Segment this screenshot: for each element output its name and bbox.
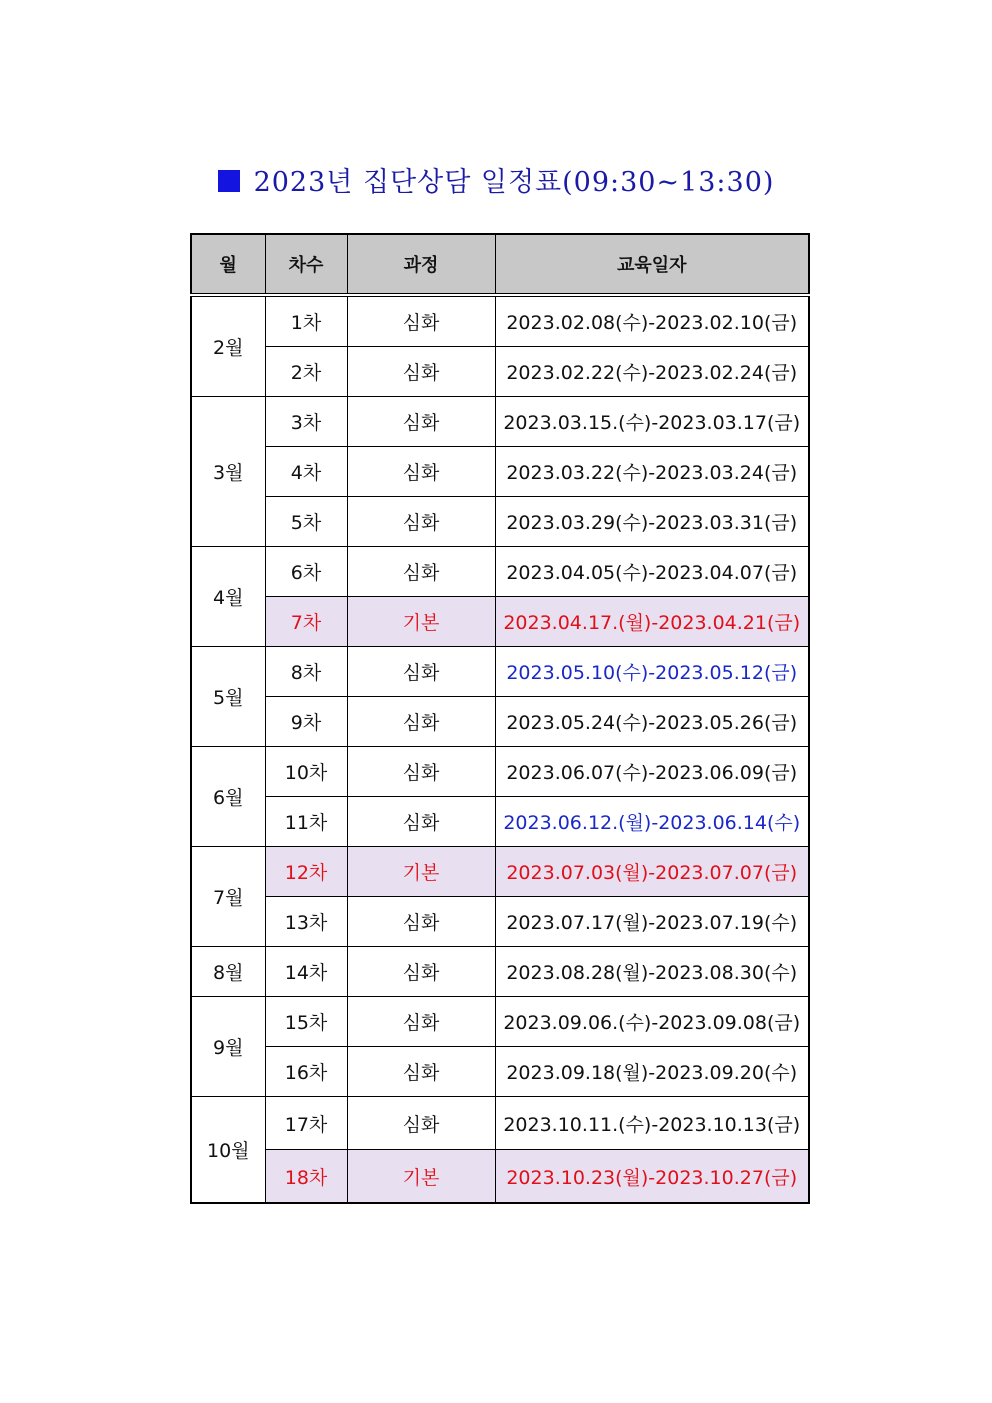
- month-cell: 6월: [191, 747, 265, 847]
- course-cell: 심화: [347, 697, 495, 747]
- course-cell: 심화: [347, 447, 495, 497]
- course-cell: 기본: [347, 597, 495, 647]
- date-cell: 2023.06.12.(월)-2023.06.14(수): [495, 797, 809, 847]
- page-title-text: 2023년 집단상담 일정표(09:30~13:30): [253, 167, 775, 198]
- header-course: 과정: [347, 234, 495, 295]
- table-row: [191, 597, 809, 647]
- round-cell: 18차: [265, 1150, 347, 1204]
- table-row: [191, 397, 809, 447]
- page-title: [0, 160, 992, 199]
- date-cell: 2023.10.11.(수)-2023.10.13(금): [495, 1097, 809, 1150]
- round-cell: 3차: [265, 397, 347, 447]
- course-cell: 심화: [347, 947, 495, 997]
- table-row: [191, 547, 809, 597]
- table-row: [191, 847, 809, 897]
- course-cell: 심화: [347, 647, 495, 697]
- round-cell: 17차: [265, 1097, 347, 1150]
- course-cell: 심화: [347, 295, 495, 347]
- table-row: [191, 997, 809, 1047]
- course-cell: 심화: [347, 547, 495, 597]
- round-cell: 6차: [265, 547, 347, 597]
- date-cell: 2023.04.17.(월)-2023.04.21(금): [495, 597, 809, 647]
- schedule-body: [191, 295, 809, 1203]
- table-row: [191, 1047, 809, 1097]
- date-cell: 2023.04.05(수)-2023.04.07(금): [495, 547, 809, 597]
- round-cell: 5차: [265, 497, 347, 547]
- round-cell: 11차: [265, 797, 347, 847]
- month-cell: 4월: [191, 547, 265, 647]
- round-cell: 4차: [265, 447, 347, 497]
- table-row: [191, 797, 809, 847]
- header-date: 교육일자: [495, 234, 809, 295]
- date-cell: 2023.03.29(수)-2023.03.31(금): [495, 497, 809, 547]
- table-row: [191, 747, 809, 797]
- date-cell: 2023.05.24(수)-2023.05.26(금): [495, 697, 809, 747]
- date-cell: 2023.02.22(수)-2023.02.24(금): [495, 347, 809, 397]
- course-cell: 심화: [347, 1097, 495, 1150]
- table-row: [191, 1150, 809, 1204]
- table-row: [191, 897, 809, 947]
- round-cell: 13차: [265, 897, 347, 947]
- course-cell: 심화: [347, 997, 495, 1047]
- month-cell: 8월: [191, 947, 265, 997]
- month-cell: 10월: [191, 1097, 265, 1204]
- course-cell: 심화: [347, 897, 495, 947]
- date-cell: 2023.06.07(수)-2023.06.09(금): [495, 747, 809, 797]
- month-cell: 9월: [191, 997, 265, 1097]
- date-cell: 2023.09.18(월)-2023.09.20(수): [495, 1047, 809, 1097]
- month-cell: 2월: [191, 295, 265, 397]
- date-cell: 2023.07.17(월)-2023.07.19(수): [495, 897, 809, 947]
- header-row: [191, 234, 809, 295]
- date-cell: 2023.08.28(월)-2023.08.30(수): [495, 947, 809, 997]
- month-cell: 3월: [191, 397, 265, 547]
- round-cell: 12차: [265, 847, 347, 897]
- date-cell: 2023.02.08(수)-2023.02.10(금): [495, 295, 809, 347]
- square-bullet-icon: [218, 170, 240, 192]
- round-cell: 8차: [265, 647, 347, 697]
- table-row: [191, 347, 809, 397]
- date-cell: 2023.03.22(수)-2023.03.24(금): [495, 447, 809, 497]
- month-cell: 5월: [191, 647, 265, 747]
- round-cell: 16차: [265, 1047, 347, 1097]
- round-cell: 2차: [265, 347, 347, 397]
- table-row: [191, 697, 809, 747]
- round-cell: 1차: [265, 295, 347, 347]
- schedule-table: [190, 233, 810, 1204]
- date-cell: 2023.03.15.(수)-2023.03.17(금): [495, 397, 809, 447]
- header-month: 월: [191, 234, 265, 295]
- round-cell: 15차: [265, 997, 347, 1047]
- table-row: [191, 647, 809, 697]
- course-cell: 심화: [347, 747, 495, 797]
- course-cell: 기본: [347, 1150, 495, 1204]
- course-cell: 심화: [347, 1047, 495, 1097]
- date-cell: 2023.09.06.(수)-2023.09.08(금): [495, 997, 809, 1047]
- table-row: [191, 295, 809, 347]
- table-row: [191, 1097, 809, 1150]
- table-row: [191, 947, 809, 997]
- date-cell: 2023.05.10(수)-2023.05.12(금): [495, 647, 809, 697]
- header-round: 차수: [265, 234, 347, 295]
- round-cell: 9차: [265, 697, 347, 747]
- round-cell: 14차: [265, 947, 347, 997]
- course-cell: 심화: [347, 347, 495, 397]
- round-cell: 7차: [265, 597, 347, 647]
- table-row: [191, 447, 809, 497]
- course-cell: 기본: [347, 847, 495, 897]
- month-cell: 7월: [191, 847, 265, 947]
- date-cell: 2023.10.23(월)-2023.10.27(금): [495, 1150, 809, 1204]
- course-cell: 심화: [347, 497, 495, 547]
- course-cell: 심화: [347, 797, 495, 847]
- date-cell: 2023.07.03(월)-2023.07.07(금): [495, 847, 809, 897]
- table-row: [191, 497, 809, 547]
- round-cell: 10차: [265, 747, 347, 797]
- course-cell: 심화: [347, 397, 495, 447]
